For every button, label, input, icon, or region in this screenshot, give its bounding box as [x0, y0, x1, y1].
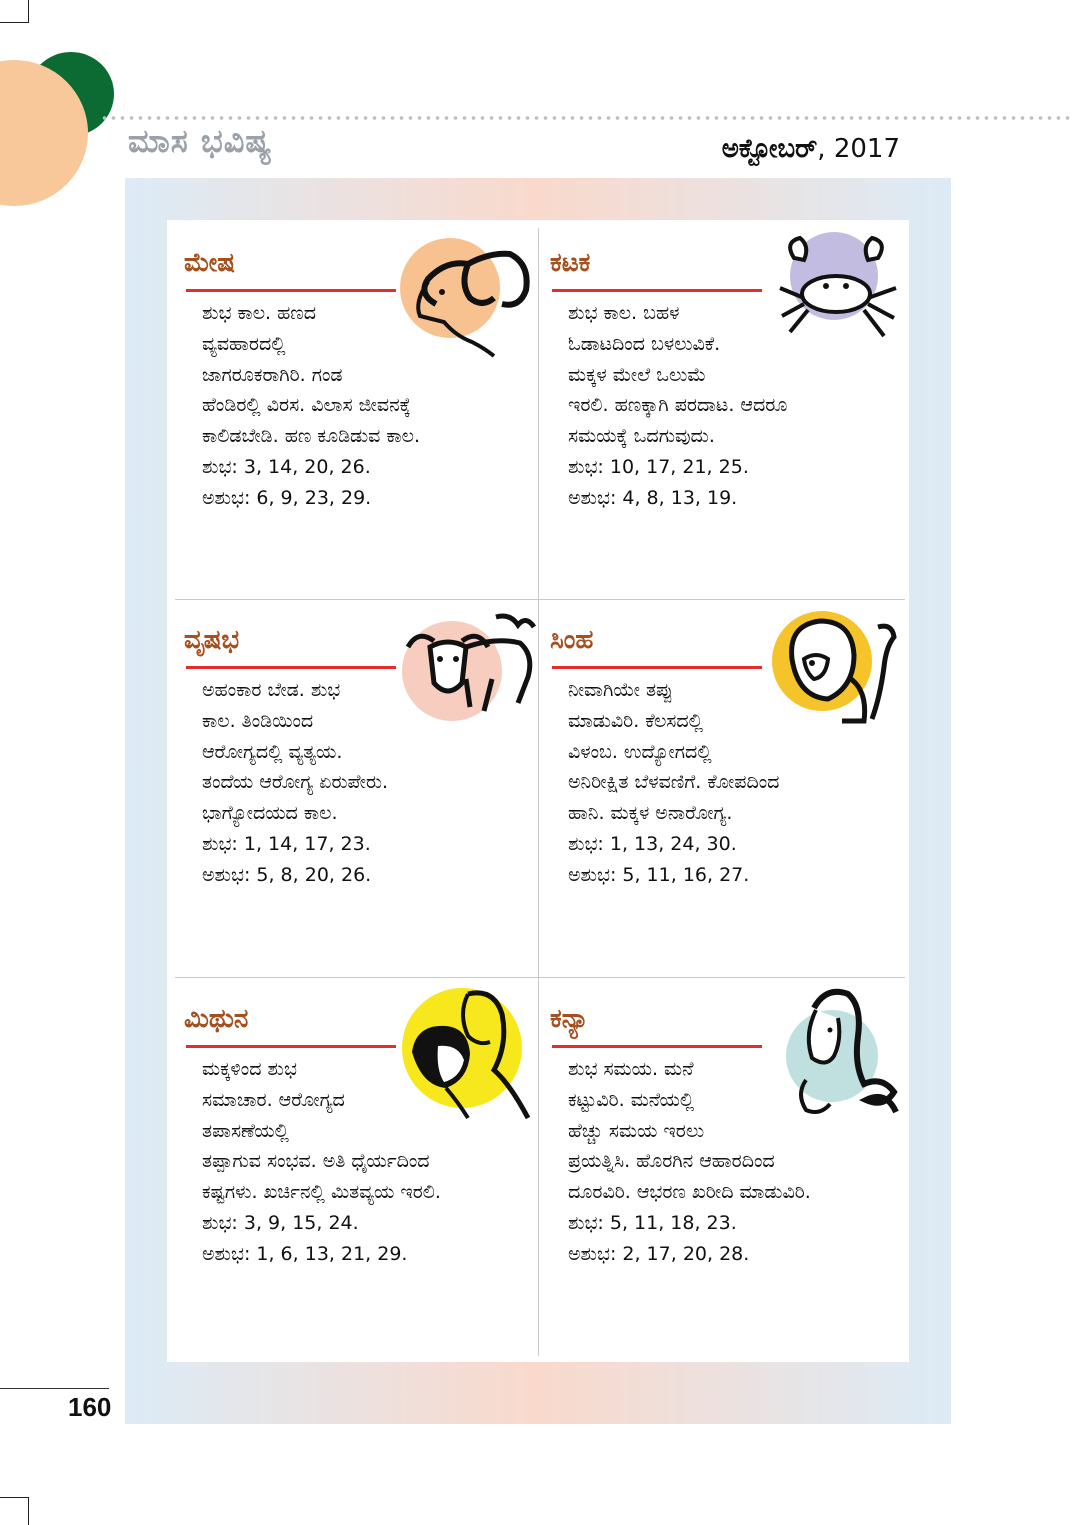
unlucky-dates: ಅಶುಭ: 5, 8, 20, 26. — [202, 863, 372, 886]
section-title: ಮಾಸ ಭವಿಷ್ಯ — [128, 122, 273, 160]
sign-name: ವೃಷಭ — [184, 625, 240, 655]
text-line: ತಂದೆಯ ಆರೋಗ್ಯ ಏರುಪೇರು. — [202, 771, 389, 794]
text-line: ಕಾಲ. ತಿಂಡಿಯಿಂದ — [202, 709, 314, 732]
crop-mark-top-h — [0, 22, 29, 23]
sign-underline — [186, 289, 396, 292]
text-line: ವ್ಯವಹಾರದಲ್ಲಿ — [202, 332, 286, 355]
sign-name: ಕಟಕ — [550, 248, 591, 278]
row-divider-2 — [175, 977, 905, 978]
text-line: ಇರಲಿ. ಹಣಕ್ಕಾಗಿ ಪರದಾಟ. ಆದರೂ — [568, 394, 788, 417]
text-line: ಓಡಾಟದಿಂದ ಬಳಲುವಿಕೆ. — [568, 332, 721, 355]
text-line: ಶುಭ ಕಾಲ. ಬಹಳ — [568, 302, 680, 324]
crop-mark-bottom — [0, 1497, 29, 1498]
text-line: ಪ್ರಯತ್ನಿಸಿ. ಹೊರಗಿನ ಆಹಾರದಿಂದ — [568, 1150, 775, 1173]
page-number: 160 — [68, 1392, 112, 1422]
text-line: ತಪಾಸಣೆಯಲ್ಲಿ — [202, 1119, 289, 1142]
text-line: ಕಷ್ಟಗಳು. ಖರ್ಚಿನಲ್ಲಿ ಮಿತವ್ಯಯ ಇರಲಿ. — [202, 1181, 441, 1204]
lucky-dates: ಶುಭ: 5, 11, 18, 23. — [568, 1211, 737, 1234]
page-number-rule — [0, 1388, 109, 1389]
sign-name: ಸಿಂಹ — [550, 625, 594, 655]
text-line: ಜಾಗರೂಕರಾಗಿರಿ. ಗಂಡ — [202, 363, 343, 386]
text-line: ಮಾಡುವಿರಿ. ಕೆಲಸದಲ್ಲಿ — [568, 709, 704, 732]
issue-date — [722, 134, 900, 165]
text-line: ಹೆಚ್ಚು ಸಮಯ ಇರಲು — [568, 1119, 705, 1142]
lucky-dates: ಶುಭ: 1, 14, 17, 23. — [202, 832, 371, 855]
sign-card-vrishabha — [172, 603, 532, 973]
unlucky-dates: ಅಶುಭ: 2, 17, 20, 28. — [568, 1242, 750, 1265]
sign-card-kanya — [538, 982, 898, 1352]
sign-text — [568, 298, 898, 514]
lucky-dates: ಶುಭ: 1, 13, 24, 30. — [568, 832, 737, 855]
sign-underline — [552, 1045, 762, 1048]
sign-card-simha — [538, 603, 898, 973]
sign-underline — [552, 289, 762, 292]
lucky-dates: ಶುಭ: 3, 14, 20, 26. — [202, 455, 371, 478]
text-line: ಮಕ್ಕಳ ಮೇಲೆ ಒಲುಮೆ — [568, 363, 707, 386]
lucky-dates: ಶುಭ: 10, 17, 21, 25. — [568, 455, 749, 478]
text-line: ಶುಭ ಸಮಯ. ಮನೆ — [568, 1058, 694, 1080]
text-line: ಅನಿರೀಕ್ಷಿತ ಬೆಳವಣಿಗೆ. ಕೋಪದಿಂದ — [568, 771, 780, 794]
sign-name: ಕನ್ಯಾ — [550, 1004, 589, 1034]
sign-underline — [186, 1045, 396, 1048]
text-line: ಸಮಾಚಾರ. ಆರೋಗ್ಯದ — [202, 1088, 345, 1111]
unlucky-dates: ಅಶುಭ: 1, 6, 13, 21, 29. — [202, 1242, 408, 1265]
text-line: ಶುಭ ಕಾಲ. ಹಣದ — [202, 302, 317, 324]
text-line: ತಪ್ಪಾಗುವ ಸಂಭವ. ಅತಿ ಧೈರ್ಯದಿಂದ — [202, 1150, 430, 1173]
sign-text — [568, 1054, 898, 1270]
text-line: ನೀವಾಗಿಯೇ ತಪ್ಪು — [568, 679, 673, 701]
text-line: ಮಕ್ಕಳಿಂದ ಶುಭ — [202, 1058, 297, 1080]
dotted-rule — [100, 115, 1072, 121]
unlucky-dates: ಅಶುಭ: 5, 11, 16, 27. — [568, 863, 750, 886]
text-line: ಹೆಂಡಿರಲ್ಲಿ ವಿರಸ. ವಿಲಾಸ ಜೀವನಕ್ಕೆ — [202, 394, 411, 417]
unlucky-dates: ಅಶುಭ: 4, 8, 13, 19. — [568, 486, 738, 509]
text-line: ವಿಳಂಬ. ಉದ್ಯೋಗದಲ್ಲಿ — [568, 740, 712, 763]
sign-underline — [186, 666, 396, 669]
lucky-dates: ಶುಭ: 3, 9, 15, 24. — [202, 1211, 359, 1234]
unlucky-dates: ಅಶುಭ: 6, 9, 23, 29. — [202, 486, 372, 509]
sign-text — [568, 675, 898, 891]
text-line: ಭಾಗ್ಯೋದಯದ ಕಾಲ. — [202, 802, 338, 825]
text-line: ಆರೋಗ್ಯದಲ್ಲಿ ವ್ಯತ್ಯಯ. — [202, 740, 343, 763]
text-line: ಕಟ್ಟುವಿರಿ. ಮನೆಯಲ್ಲಿ — [568, 1088, 695, 1111]
text-line: ಹಾನಿ. ಮಕ್ಕಳ ಅನಾರೋಗ್ಯ. — [568, 802, 733, 825]
sign-text — [202, 1054, 532, 1270]
text-line: ಸಮಯಕ್ಕೆ ಒದಗುವುದು. — [568, 425, 715, 448]
sign-card-kataka — [538, 226, 898, 596]
sign-underline — [552, 666, 762, 669]
sign-name: ಮೇಷ — [184, 248, 235, 278]
sign-text — [202, 675, 532, 891]
sign-card-mithuna — [172, 982, 532, 1352]
text-line: ಕಾಲಿಡಬೇಡಿ. ಹಣ ಕೂಡಿಡುವ ಕಾಲ. — [202, 425, 421, 448]
sign-text — [202, 298, 532, 514]
row-divider-1 — [175, 599, 905, 600]
text-line: ದೂರವಿರಿ. ಆಭರಣ ಖರೀದಿ ಮಾಡುವಿರಿ. — [568, 1181, 811, 1204]
text-line: ಅಹಂಕಾರ ಬೇಡ. ಶುಭ — [202, 679, 341, 701]
year: , 2017 — [817, 134, 900, 164]
sign-card-mesha — [172, 226, 532, 596]
crop-mark-bottom-v — [28, 1497, 29, 1525]
sign-name: ಮಿಥುನ — [184, 1004, 249, 1034]
crop-mark-top — [28, 0, 29, 22]
month-name: ಅಕ್ಟೋಬರ್ — [721, 134, 818, 164]
